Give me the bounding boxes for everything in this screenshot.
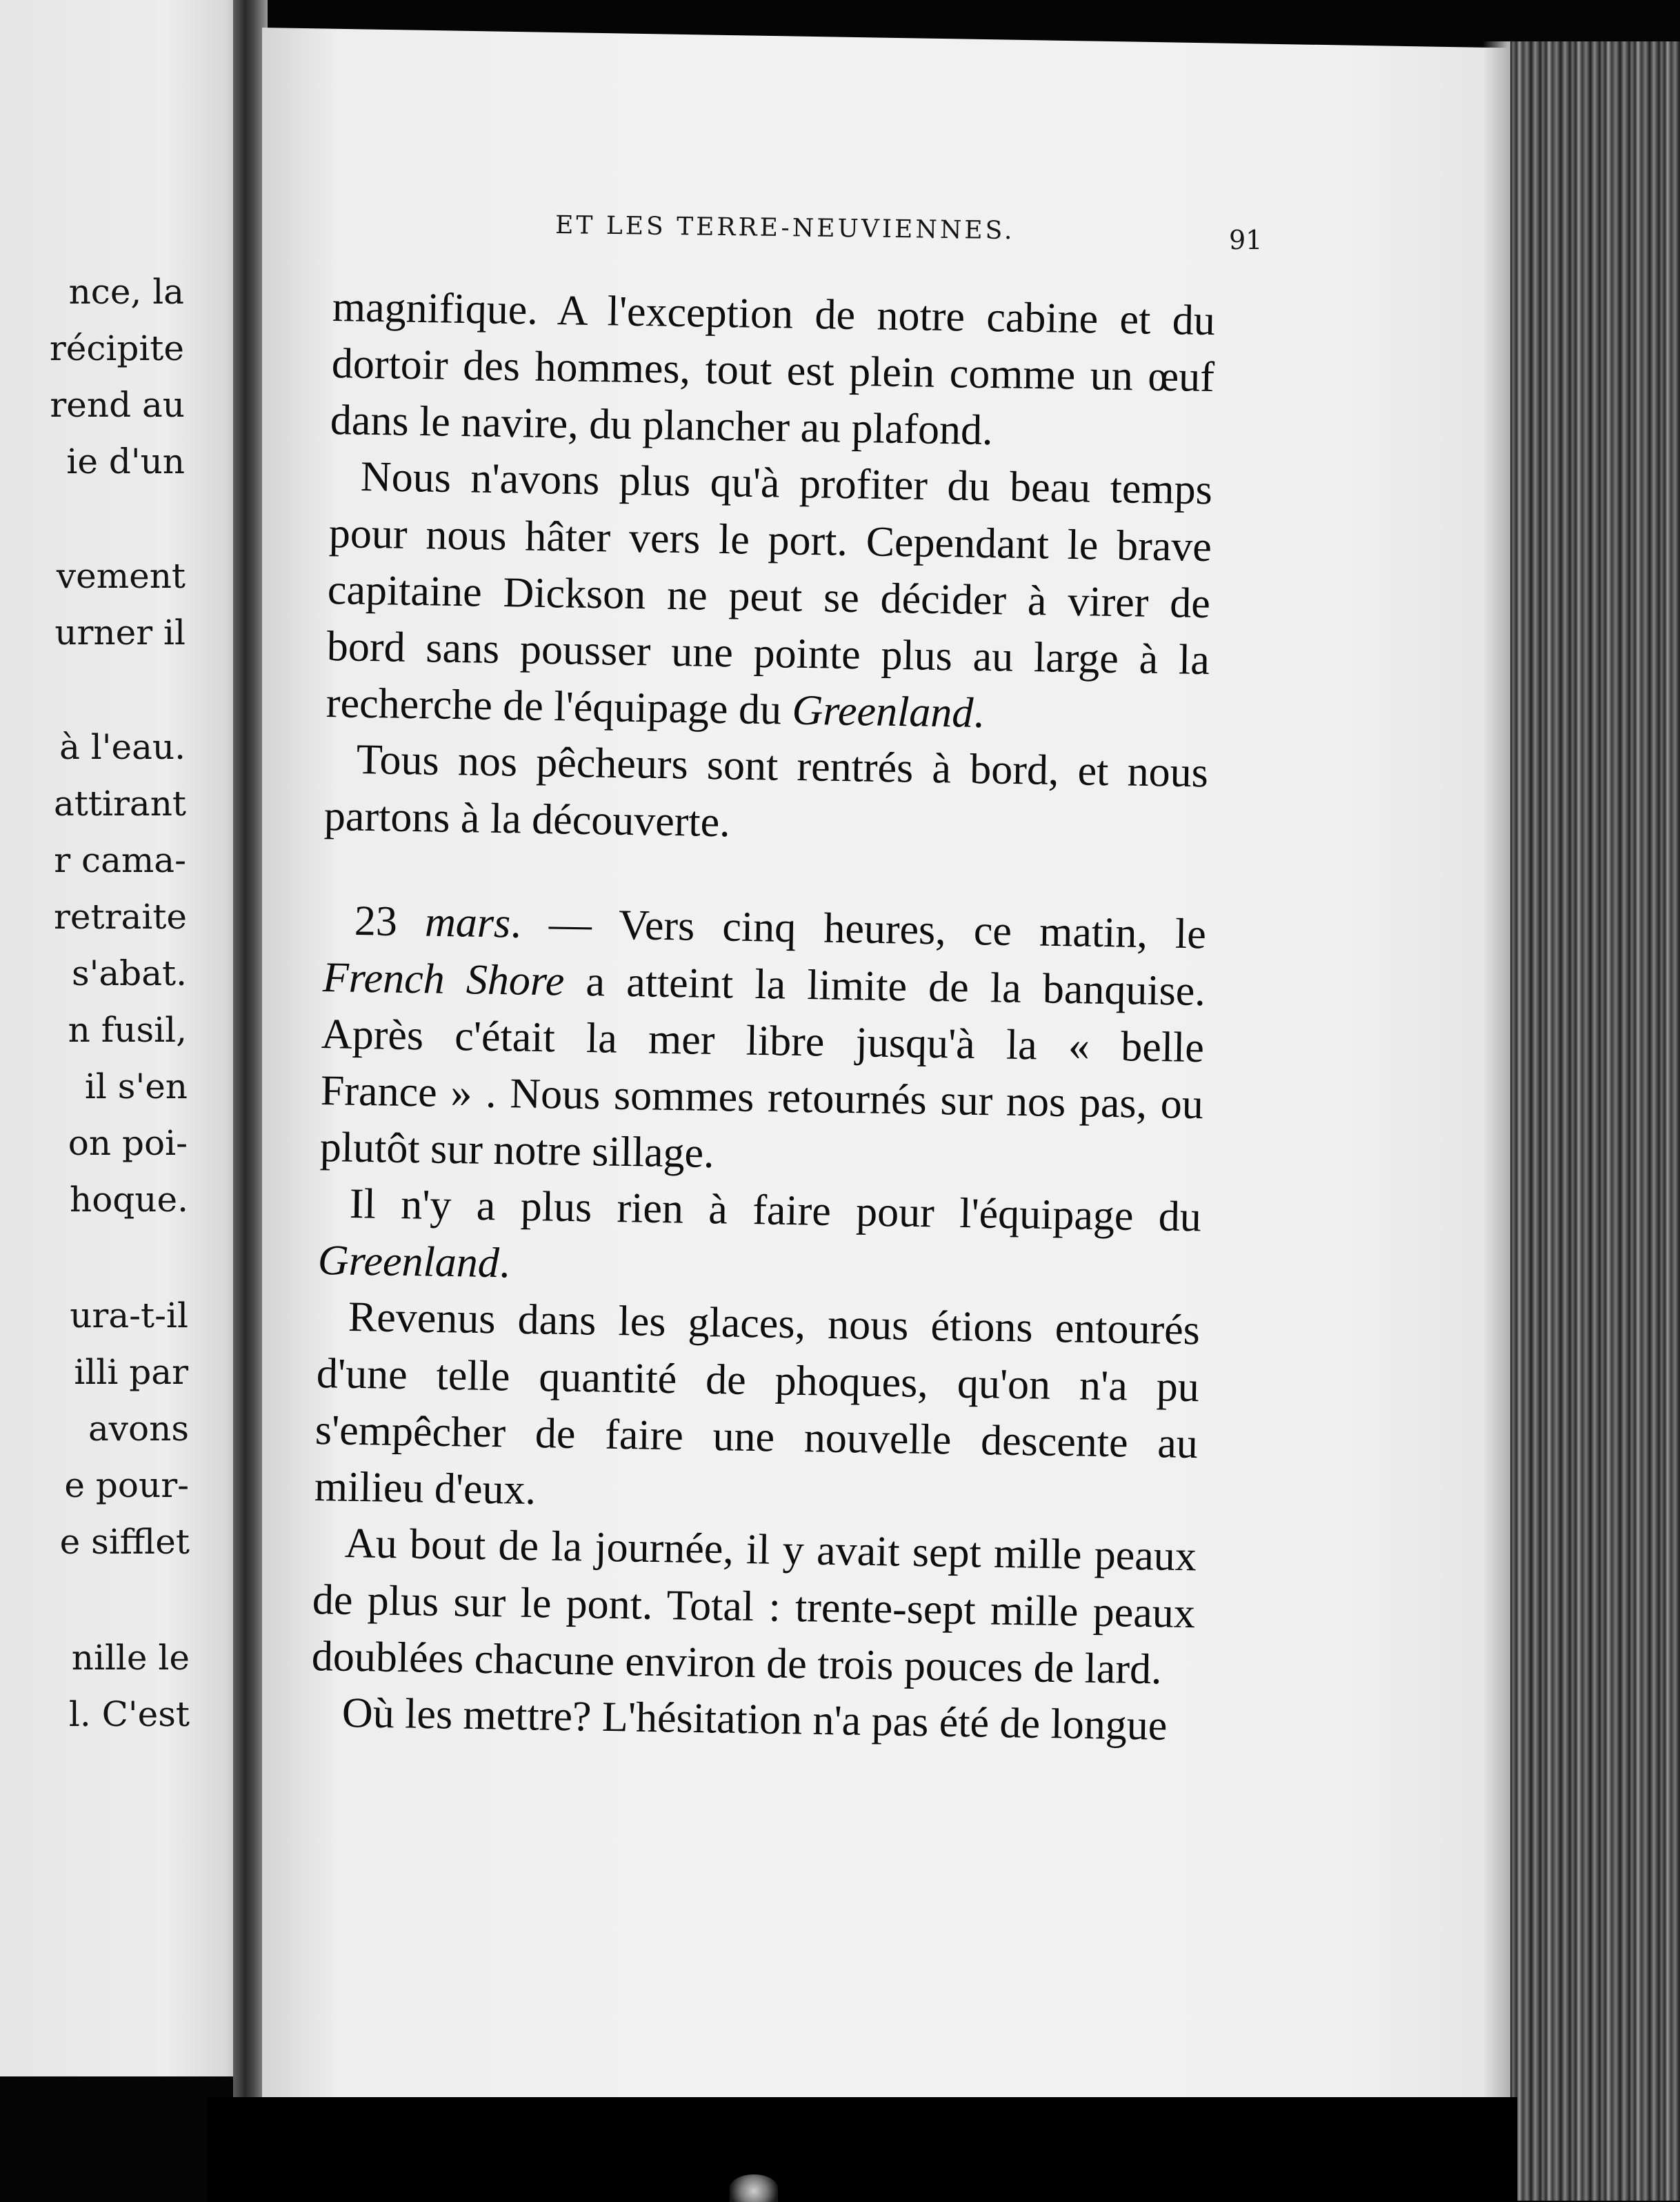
text-line: France » . Nous sommes retournés sur nos pas, ou: [320, 1067, 1204, 1129]
text-line: bord sans pousser une pointe plus au large à la: [326, 623, 1210, 684]
left-page-line: avons: [88, 1409, 189, 1449]
left-page-line: urner il: [54, 613, 186, 653]
left-page-line: l. C'est: [68, 1694, 190, 1734]
left-page-line: il s'en: [84, 1067, 188, 1107]
text-line: Nous n'avons plus qu'à profiter du beau temps: [360, 453, 1213, 514]
text-line: plutôt sur notre sillage.: [319, 1124, 715, 1177]
left-page-line: s'abat.: [71, 953, 187, 993]
left-page-line: rend au: [50, 385, 185, 425]
text-line: s'empêcher de faire une nouvelle descente au: [314, 1407, 1199, 1468]
text-line: de plus sur le pont. Total : trente-sept mille peaux: [312, 1576, 1196, 1638]
page-block-edges: [1510, 41, 1680, 2201]
text-line: Après c'était la mer libre jusqu'à la « belle: [321, 1011, 1205, 1072]
ornament-icon: [730, 2174, 778, 2202]
left-page: [0, 0, 238, 2076]
left-page-line: retraite: [54, 897, 187, 937]
text-line: 23 mars. — Vers cinq heures, ce matin, le: [354, 897, 1207, 958]
running-head: ET LES TERRE-NEUVIENNES.: [554, 211, 1015, 246]
left-page-line: récipite: [49, 328, 184, 368]
left-page-line: hoque.: [70, 1180, 188, 1220]
left-page-line: ura-t-il: [70, 1296, 188, 1336]
text-line: doublées chacune environ de trois pouces de lard.: [311, 1633, 1163, 1694]
text-line: partons à la découverte.: [323, 793, 731, 846]
left-page-line: nille le: [71, 1638, 190, 1678]
left-page-line: attirant: [54, 784, 186, 824]
left-page-line: nce, la: [68, 272, 184, 312]
text-line: Tous nos pêcheurs sont rentrés à bord, et nous: [356, 736, 1209, 797]
left-page-line: e pour-: [64, 1465, 189, 1505]
text-line: Où les mettre? L'hésitation n'a pas été de longue: [341, 1689, 1168, 1749]
text-line: Revenus dans les glaces, nous étions entourés: [348, 1293, 1201, 1354]
text-line: recherche de l'équipage du Greenland.: [326, 680, 985, 737]
text-line: milieu d'eux.: [314, 1463, 537, 1514]
text-line: dortoir des hommes, tout est plein comme un œuf: [331, 340, 1215, 401]
bottom-shadow: [207, 2097, 1517, 2202]
text-line: pour nous hâter vers le port. Cependant le brave: [328, 510, 1212, 571]
text-line: French Shore a atteint la limite de la banquise.: [322, 954, 1206, 1015]
text-line: Au bout de la journée, il y avait sept mille peaux: [344, 1520, 1197, 1580]
left-page-line: e sifflet: [59, 1522, 190, 1562]
left-page-line: illi par: [74, 1352, 188, 1392]
left-page-line: à l'eau.: [59, 727, 186, 767]
left-page-line: ie d'un: [66, 442, 185, 482]
left-page-line: r cama-: [54, 840, 186, 880]
left-page-line: vement: [56, 556, 186, 596]
page-number: 91: [1229, 225, 1263, 255]
text-line: magnifique. A l'exception de notre cabine et du: [332, 284, 1216, 345]
text-line: capitaine Dickson ne peut se décider à virer de: [327, 566, 1211, 628]
left-page-line: n fusil,: [68, 1010, 187, 1050]
text-line: d'une telle quantité de phoques, qu'on n'a pu: [316, 1350, 1200, 1411]
text-line: Greenland.: [317, 1237, 510, 1287]
left-page-line: on poi-: [68, 1123, 188, 1163]
text-line: Il n'y a plus rien à faire pour l'équipage du: [349, 1180, 1202, 1241]
text-line: dans le navire, du plancher au plafond.: [330, 397, 994, 455]
